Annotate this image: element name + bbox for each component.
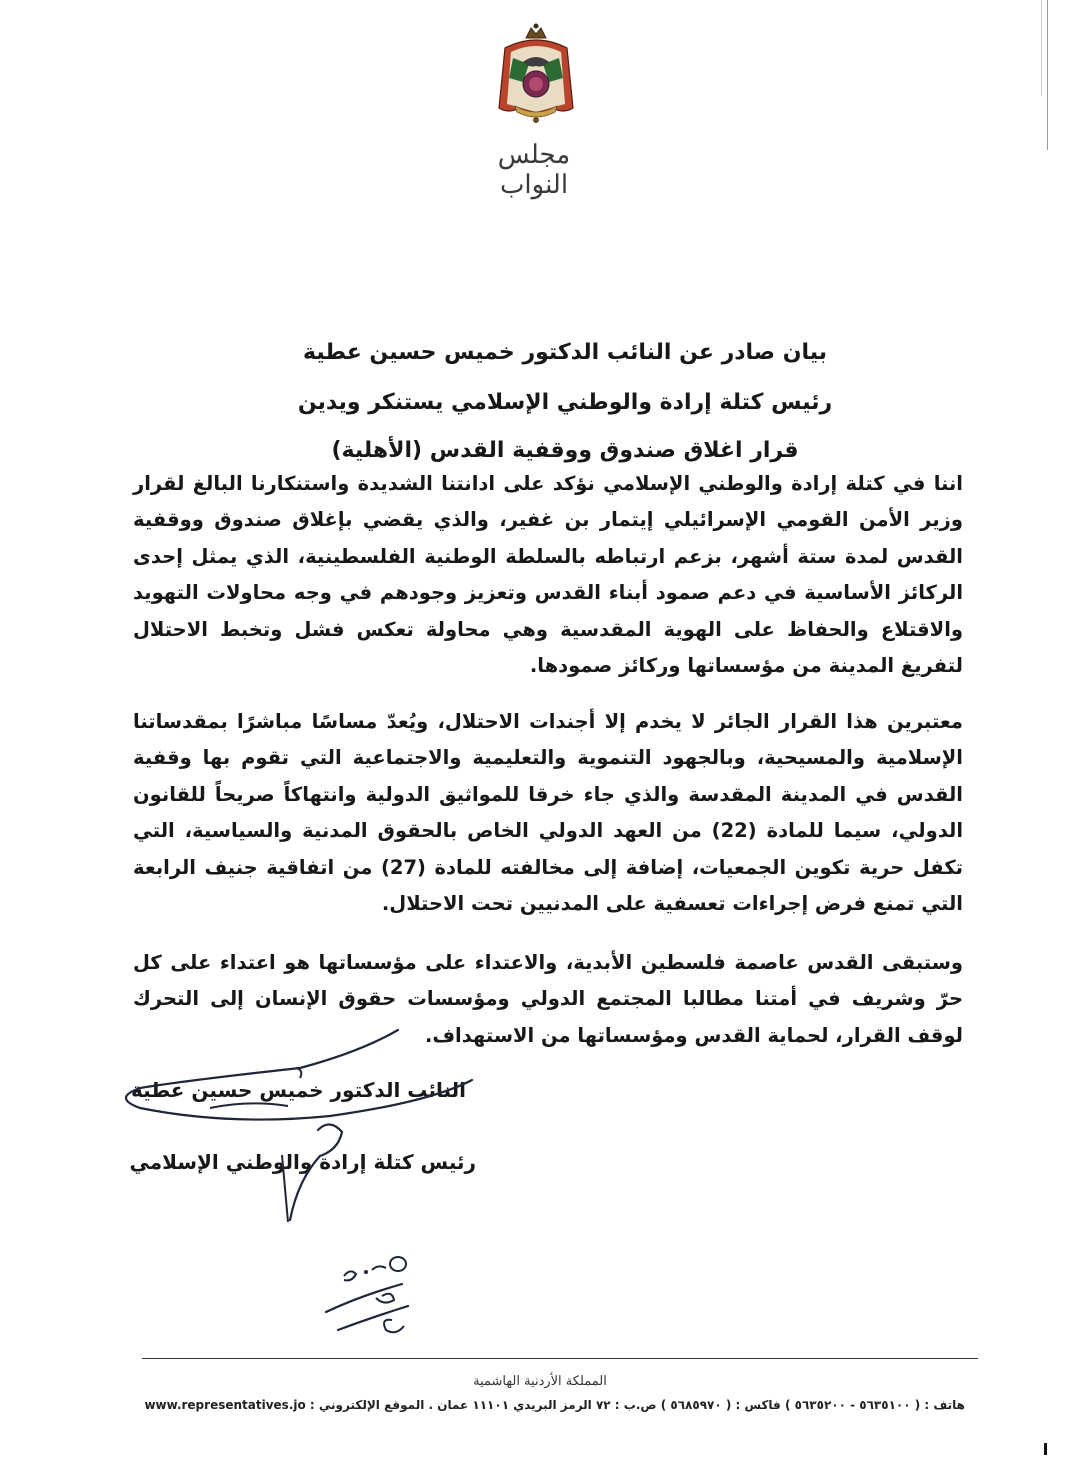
statement-paragraph-3: وستبقى القدس عاصمة فلسطين الأبدية، والاعتداء على مؤسساتها هو اعتداء على كل حرّ وشريف في أمتنا مطالبا المجتمع الدولي ومؤسسات حقوق الإنسان إلى التحرك لوقف القرار، لحماية القدس ومؤسساتها من الاستهداف.	[133, 951, 963, 1047]
statement-paragraph-1: اننا في كتلة إرادة والوطني الإسلامي نؤكد على ادانتنا الشديدة واستنكارنا البالغ لقرار وزير الأمن القومي الإسرائيلي إيتمار بن غفير، والذي يقضي بإغلاق صندوق ووقفية القدس لمدة ستة أشهر، بزعم ارتباطه بالسلطة الوطنية الفلسطينية، الذي يمثل إحدى الركائز الأساسية في دعم صمود أبناء القدس وتعزيز وجودهم في وجه محاولات التهويد والاقتلاع والحفاظ على الهوية المقدسية وهي محاولة تعكس فشل وتخبط الاحتلال لتفريغ المدينة من مؤسساتها وركائز صمودها.	[133, 472, 963, 678]
statement-title-line-1: بيان صادر عن النائب الدكتور خميس حسين عطية	[302, 340, 827, 365]
footer-contact-info: هاتف : ( ٥٦٣٥١٠٠ - ٥٦٣٥٢٠٠ ) فاكس : ( ٥٦٨٥٩٧٠ ) ص.ب : ٧٢ الرمز البريدي ١١١٠١ عمان . الموقع الإلكتروني : www.representatives.jo	[144, 1398, 965, 1412]
statement-title-line-2: رئيس كتلة إرادة والوطني الإسلامي يستنكر ويدين	[297, 390, 833, 415]
page-edge-line	[1041, 0, 1042, 96]
footer-organization: المملكة الأردنية الهاشمية	[473, 1374, 607, 1389]
signatory-title: رئيس كتلة إرادة والوطني الإسلامي	[129, 1150, 476, 1174]
statement-title-line-3: قرار اغلاق صندوق ووقفية القدس (الأهلية)	[331, 438, 799, 463]
institution-name: مجلس النواب	[497, 140, 571, 200]
statement-paragraph-2: معتبرين هذا القرار الجائر لا يخدم إلا أجندات الاحتلال، ويُعدّ مساسًا مباشرًا بمقدساتنا الإسلامية والمسيحية، وبالجهود التنموية والتعليمية والاجتماعية التي تقوم بها وقفية القدس في المدينة المقدسة والذي جاء خرقا للمواثيق الدولية وانتهاكاً صريحاً للقانون الدولي، سيما للمادة (22) من العهد الدولي الخاص بالحقوق المدنية والسياسية، التي تكفل حرية تكوين الجمعيات، إضافة إلى مخالفته للمادة (27) من اتفاقية جنيف الرابعة التي تمنع فرض إجراءات تعسفية على المدنيين تحت الاحتلال.	[133, 710, 964, 916]
jordan-royal-coat-of-arms-icon	[493, 22, 579, 126]
footer-divider	[142, 1358, 978, 1359]
signatory-name: النائب الدكتور خميس حسين عطية	[131, 1078, 466, 1102]
page-edge-line	[1047, 0, 1048, 150]
margin-mark	[1044, 1443, 1047, 1455]
